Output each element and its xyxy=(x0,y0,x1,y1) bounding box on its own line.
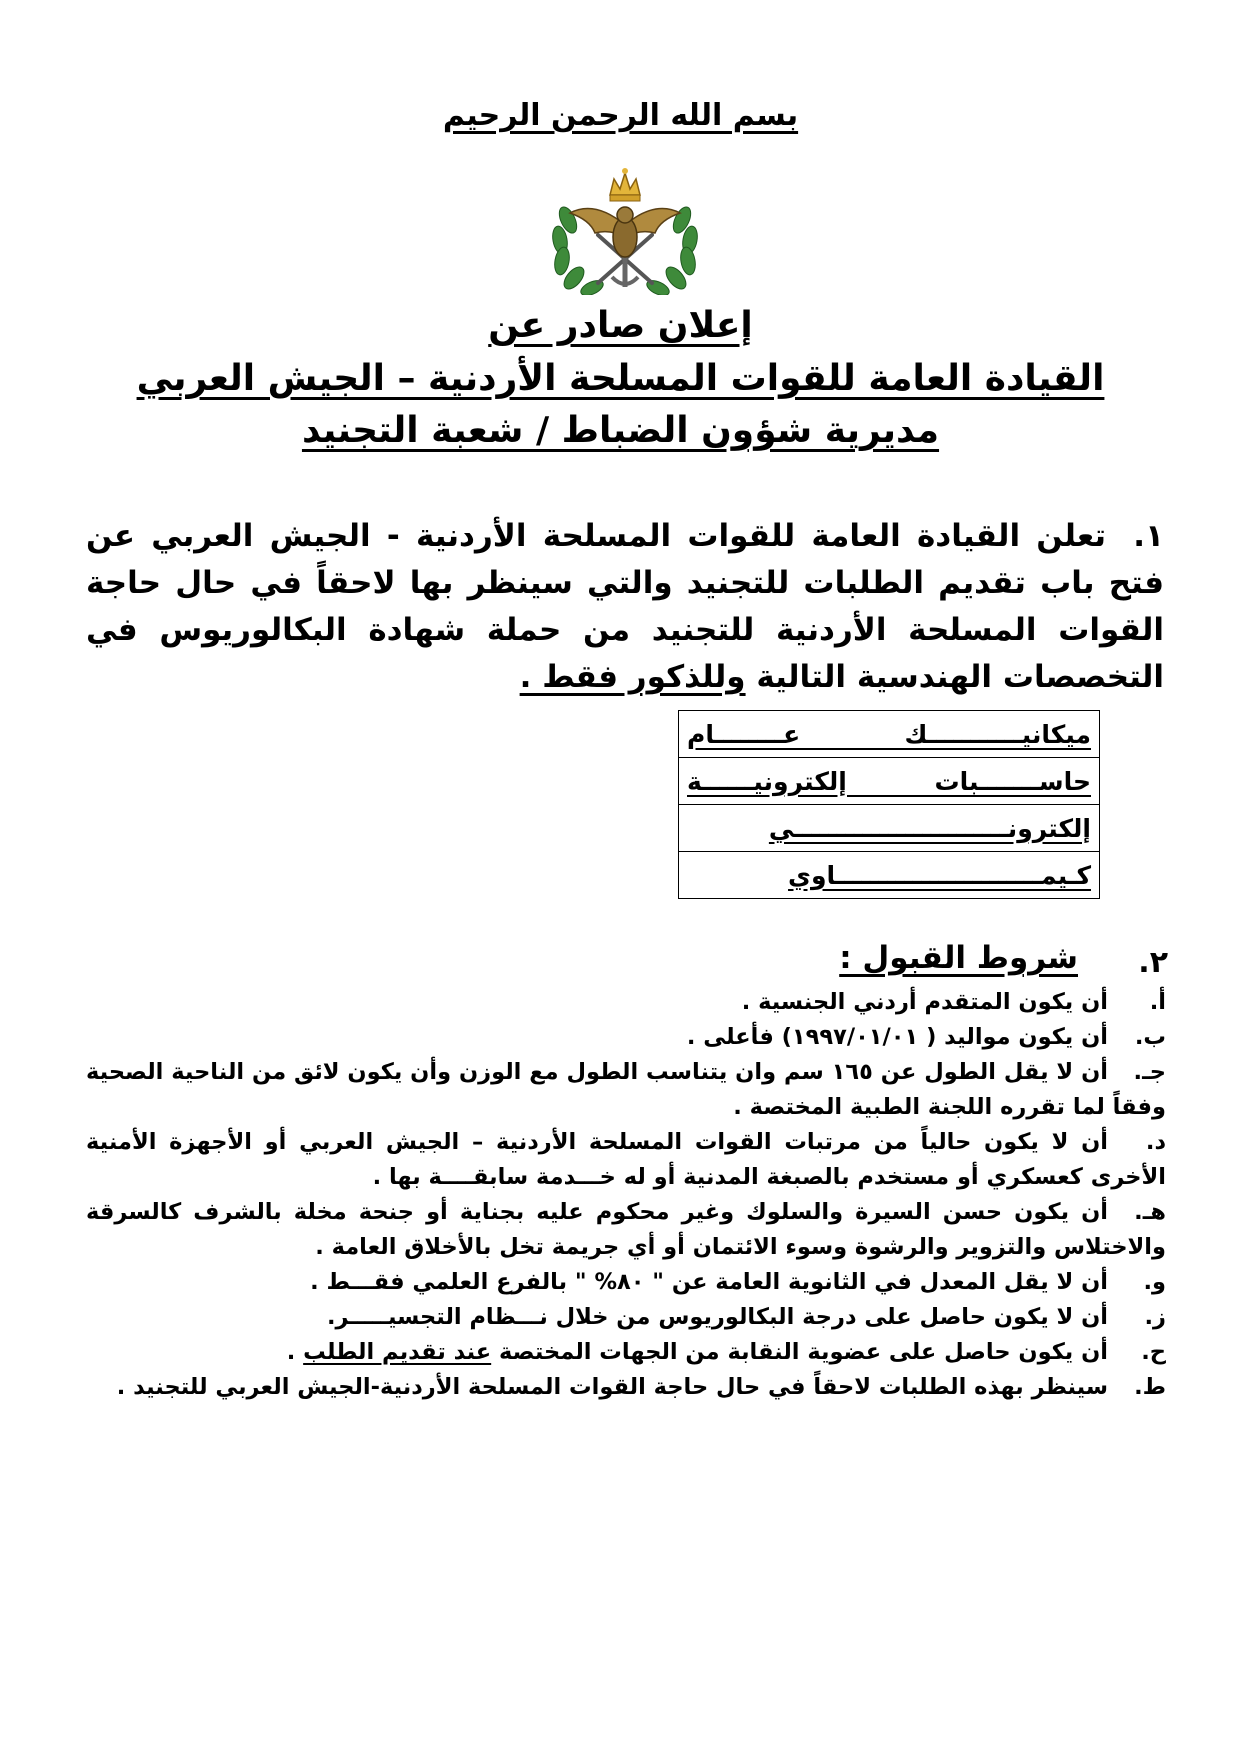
condition-letter: ط. xyxy=(1134,1374,1166,1400)
section-2-title-wrap xyxy=(700,940,1078,976)
condition-text: أن يكون حاصل على عضوية النقابة من الجهات المختصة xyxy=(499,1339,1108,1365)
issuing-directorate xyxy=(0,410,1241,451)
title-line-2: القيادة العامة للقوات المسلحة الأردنية – الجيش العربي xyxy=(136,358,1105,399)
section-1-paragraph xyxy=(86,513,1164,701)
condition-text: أن لا يقل المعدل في الثانوية العامة عن " ٨٠% " بالفرع العلمي فقـــط . xyxy=(310,1269,1108,1295)
title-line-1: إعلان صادر عن xyxy=(488,305,753,346)
section-2-number: ٢. xyxy=(1138,945,1168,980)
list-item xyxy=(86,1300,1166,1335)
specialization-cell: حاســـــــبات إلكترونيــــــة xyxy=(679,758,1100,805)
list-item xyxy=(86,1055,1166,1125)
condition-letter: ز. xyxy=(1144,1304,1166,1330)
table-row xyxy=(679,758,1100,805)
condition-text: أن يكون مواليد ( ١٩٩٧/٠١/٠١) فأعلى . xyxy=(686,1024,1108,1050)
conditions-list xyxy=(86,985,1166,1405)
section-2-title: شروط القبول : xyxy=(839,940,1078,976)
table-row xyxy=(679,711,1100,758)
condition-underlined-text: عند تقديم الطلب xyxy=(303,1339,492,1365)
section-1-text: تعلن القيادة العامة للقوات المسلحة الأردنية - الجيش العربي عن فتح باب تقديم الطلبات للتجنيد والتي سينظر بها لاحقاً في حال حاجة القوات المسلحة الأردنية للتجنيد من حملة شهادة البكالوريوس في التخصصات الهندسية التالية xyxy=(86,518,1164,695)
table-row xyxy=(679,805,1100,852)
condition-end: . xyxy=(286,1339,304,1365)
basmala-heading xyxy=(0,98,1241,133)
condition-letter: أ. xyxy=(1149,989,1166,1015)
specialization-cell: كـيمــــــــــــــــــــــــاوي xyxy=(679,852,1100,899)
condition-text: أن لا يكون حاصل على درجة البكالوريوس من خلال نـــظام التجسيـــــر. xyxy=(326,1304,1108,1330)
condition-text: أن يكون حسن السيرة والسلوك وغير محكوم عليه بجناية أو جنحة مخلة بالشرف كالسرقة والاختلاس والتزوير والرشوة وسوء الائتمان أو أي جريمة تخل بالأخلاق العامة . xyxy=(86,1199,1166,1260)
condition-letter: ب. xyxy=(1134,1024,1166,1050)
specialization-cell: ميكانيـــــــــــك عــــــــام xyxy=(679,711,1100,758)
condition-letter: ح. xyxy=(1141,1339,1166,1365)
list-item xyxy=(86,1020,1166,1055)
title-line-3: مديرية شؤون الضباط / شعبة التجنيد xyxy=(301,410,940,451)
list-item xyxy=(86,1195,1166,1265)
section-1-number: ١. xyxy=(1133,518,1164,554)
list-item xyxy=(86,985,1166,1020)
list-item xyxy=(86,1335,1166,1370)
condition-text: سينظر بهذه الطلبات لاحقاً في حال حاجة القوات المسلحة الأردنية-الجيش العربي للتجنيد . xyxy=(116,1374,1108,1400)
list-item xyxy=(86,1265,1166,1300)
section-1-last-line: وللذكور فقط . xyxy=(519,659,746,695)
condition-text: أن لا يكون حالياً من مرتبات القوات المسلحة الأردنية – الجيش العربي أو الأجهزة الأمنية الأخرى كعسكري أو مستخدم بالصبغة المدنية أو له خـــدمة سابقــــة بها . xyxy=(86,1129,1166,1190)
specializations-table xyxy=(678,710,1100,899)
condition-text: أن لا يقل الطول عن ١٦٥ سم وان يتناسب الطول مع الوزن وأن يكون لائق من الناحية الصحية وفقاً لما تقرره اللجنة الطبية المختصة . xyxy=(86,1059,1166,1120)
condition-text: أن يكون المتقدم أردني الجنسية . xyxy=(741,989,1108,1015)
issuing-authority xyxy=(0,358,1241,399)
announcement-title xyxy=(0,305,1241,346)
list-item xyxy=(86,1125,1166,1195)
condition-letter: و. xyxy=(1143,1269,1166,1295)
condition-letter: جـ. xyxy=(1133,1059,1166,1085)
jordan-armed-forces-emblem-icon xyxy=(540,165,710,295)
list-item xyxy=(86,1370,1166,1405)
basmala-text: بسم الله الرحمن الرحيم xyxy=(442,98,799,133)
specialization-cell: إلكترونـــــــــــــــــــــــــي xyxy=(679,805,1100,852)
table-row xyxy=(679,852,1100,899)
condition-letter: هـ. xyxy=(1134,1199,1166,1225)
condition-letter: د. xyxy=(1145,1129,1166,1155)
